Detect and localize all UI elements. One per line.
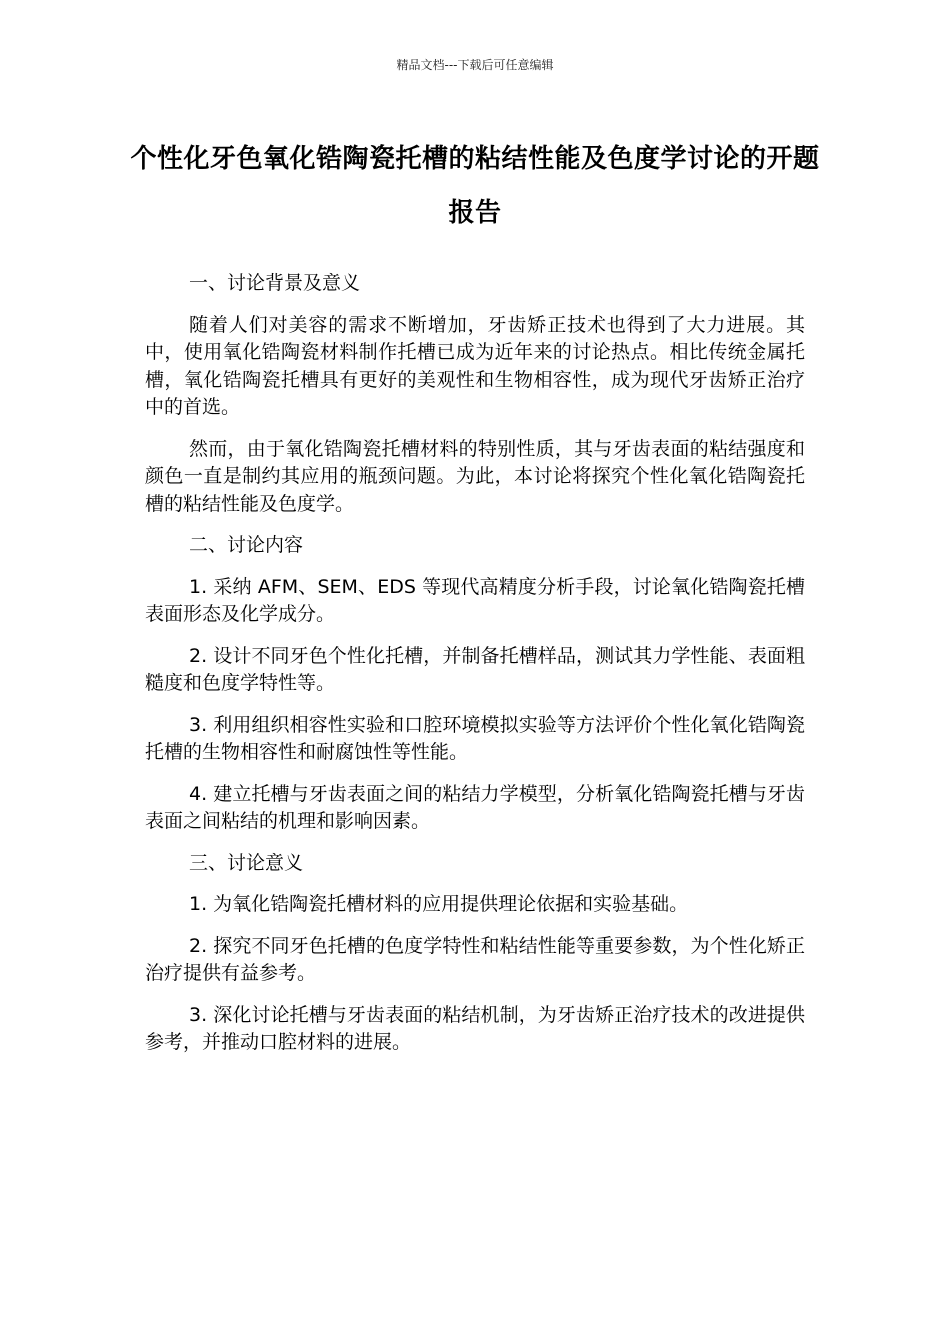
page-header: 精品文档---下载后可任意编辑 — [396, 58, 554, 72]
list-item: 4. 建立托槽与牙齿表面之间的粘结力学模型，分析氧化锆陶瓷托槽与牙齿表面之间粘结的机理和影响因素。 — [145, 782, 805, 832]
list-item: 1. 为氧化锆陶瓷托槽材料的应用提供理论依据和实验基础。 — [189, 893, 689, 915]
document-title: 个性化牙色氧化锆陶瓷托槽的粘结性能及色度学讨论的开题报告 — [130, 144, 820, 228]
list-item: 1. 采纳 AFM、SEM、EDS 等现代高精度分析手段，讨论氧化锆陶瓷托槽表面形态及化学成分。 — [145, 575, 805, 625]
section-heading-content: 二、讨论内容 — [189, 534, 304, 556]
paragraph: 随着人们对美容的需求不断增加，牙齿矫正技术也得到了大力进展。其中，使用氧化锆陶瓷材料制作托槽已成为近年来的讨论热点。相比传统金属托槽，氧化锆陶瓷托槽具有更好的美观性和生物相容性，成为现代牙齿矫正治疗中的首选。 — [145, 313, 805, 418]
section-heading-significance: 三、讨论意义 — [189, 851, 304, 874]
paragraph: 然而，由于氧化锆陶瓷托槽材料的特别性质，其与牙齿表面的粘结强度和颜色一直是制约其应用的瓶颈问题。为此，本讨论将探究个性化氧化锆陶瓷托槽的粘结性能及色度学。 — [145, 437, 805, 515]
list-item: 3. 深化讨论托槽与牙齿表面的粘结机制，为牙齿矫正治疗技术的改进提供参考，并推动口腔材料的进展。 — [145, 1003, 805, 1053]
list-item: 3. 利用组织相容性实验和口腔环境模拟实验等方法评价个性化氧化锆陶瓷托槽的生物相容性和耐腐蚀性等性能。 — [145, 713, 805, 763]
list-item: 2. 探究不同牙色托槽的色度学特性和粘结性能等重要参数，为个性化矫正治疗提供有益参考。 — [145, 934, 805, 984]
list-item: 2. 设计不同牙色个性化托槽，并制备托槽样品，测试其力学性能、表面粗糙度和色度学特性等。 — [145, 644, 805, 694]
document-body — [145, 270, 805, 1071]
section-heading-background: 一、讨论背景及意义 — [189, 272, 361, 294]
